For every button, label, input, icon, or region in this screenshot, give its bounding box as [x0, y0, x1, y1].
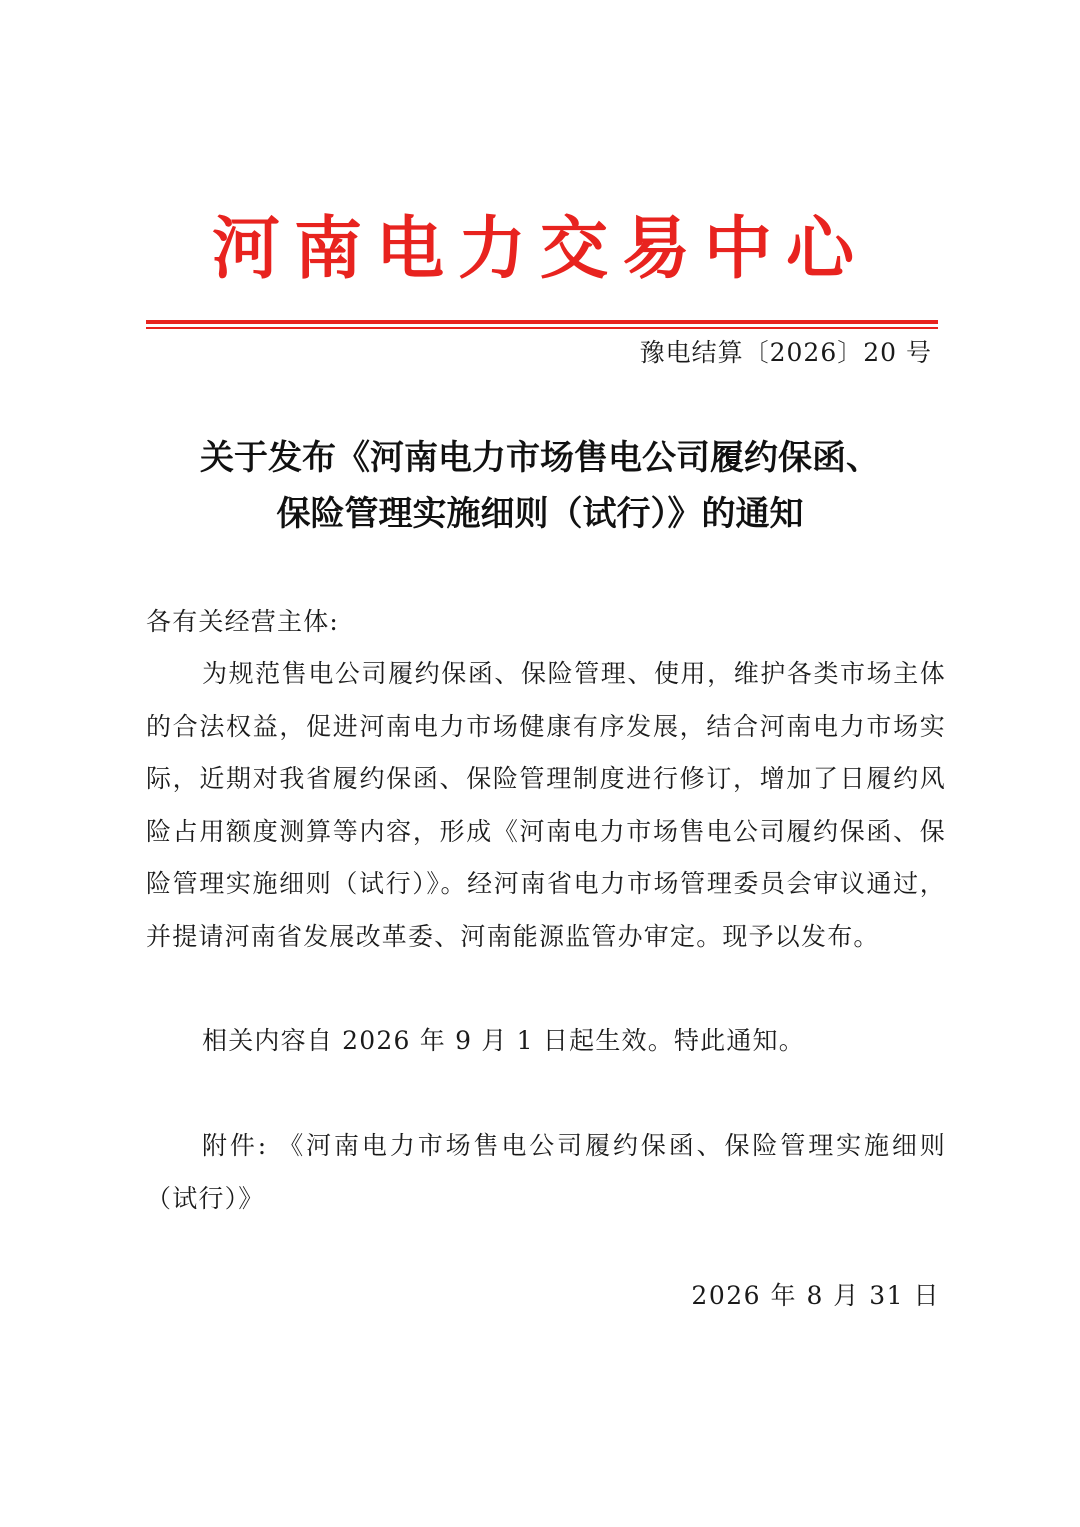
body-paragraph-2: 相关内容自 2026 年 9 月 1 日起生效。特此通知。 [202, 1026, 805, 1055]
title-line-2: 保险管理实施细则（试行）》的通知 [276, 494, 804, 534]
red-rule-thick [146, 320, 938, 324]
body-paragraph-1: 为规范售电公司履约保函、保险管理、使用，维护各类市场主体的合法权益，促进河南电力市场健康有序发展，结合河南电力市场实际，近期对我省履约保函、保险管理制度进行修订，增加了日履约风险占用额度测算等内容，形成《河南电力市场售电公司履约保函、保险管理实施细则（试行）》。经河南省电力市场管理委员会审议通过，并提请河南省发展改革委、河南能源监管办审定。现予以发布。 [146, 659, 946, 951]
organization-header: 河南电力交易中心 [211, 210, 868, 289]
document-number: 豫电结算〔2026〕20 号 [639, 338, 932, 367]
salutation: 各有关经营主体: [146, 607, 340, 636]
document-title [120, 430, 960, 542]
issue-date: 2026 年 8 月 31 日 [691, 1281, 940, 1310]
red-rule-thin [146, 327, 938, 329]
title-line-1: 关于发布《河南电力市场售电公司履约保函、 [200, 438, 880, 478]
attachment-note: 附件: 《河南电力市场售电公司履约保函、保险管理实施细则（试行）》 [146, 1131, 946, 1213]
